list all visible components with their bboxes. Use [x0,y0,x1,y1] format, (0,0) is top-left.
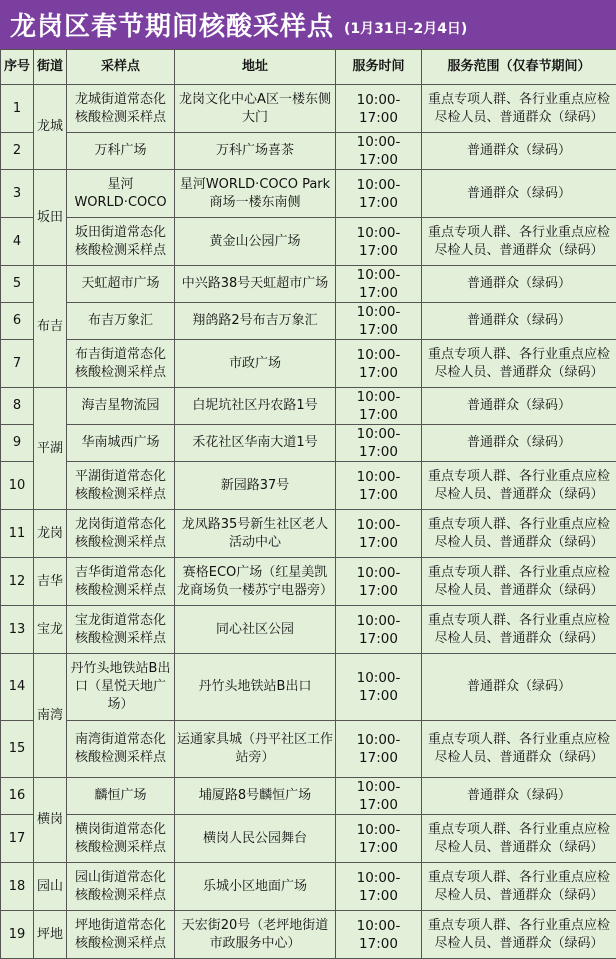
table-row [1,425,616,462]
address: 翔鸽路2号布吉万象汇 [175,303,336,340]
table-row [1,388,616,425]
page-title: 龙岗区春节期间核酸采样点 [10,6,334,43]
service-time: 10:00-17:00 [336,462,422,510]
service-scope: 普通群众（绿码） [422,778,616,815]
row-number: 6 [1,303,34,340]
row-number: 17 [1,815,34,863]
row-number: 9 [1,425,34,462]
service-scope: 重点专项人群、各行业重点应检尽检人员、普通群众（绿码） [422,558,616,606]
service-scope: 重点专项人群、各行业重点应检尽检人员、普通群众（绿码） [422,606,616,654]
service-time: 10:00-17:00 [336,815,422,863]
table-row [1,462,616,510]
service-scope: 重点专项人群、各行业重点应检尽检人员、普通群众（绿码） [422,863,616,911]
street-name: 平湖 [34,388,67,510]
address: 禾花社区华南大道1号 [175,425,336,462]
table-row [1,340,616,388]
table-row [1,606,616,654]
table-row [1,85,616,133]
sampling-site: 万科广场 [67,133,175,170]
service-scope: 重点专项人群、各行业重点应检尽检人员、普通群众（绿码） [422,462,616,510]
row-number: 2 [1,133,34,170]
service-scope: 普通群众（绿码） [422,388,616,425]
service-time: 10:00-17:00 [336,133,422,170]
title-bar [0,0,616,49]
table-row [1,510,616,558]
sampling-site: 布吉万象汇 [67,303,175,340]
address: 天宏街20号（老坪地街道市政服务中心） [175,911,336,959]
address: 乐城小区地面广场 [175,863,336,911]
sampling-site: 龙城街道常态化核酸检测采样点 [67,85,175,133]
service-scope: 重点专项人群、各行业重点应检尽检人员、普通群众（绿码） [422,815,616,863]
row-number: 8 [1,388,34,425]
address: 市政广场 [175,340,336,388]
header-no: 序号 [1,50,34,85]
table-body [1,85,616,959]
row-number: 14 [1,654,34,721]
service-time: 10:00-17:00 [336,303,422,340]
row-number: 3 [1,170,34,218]
sampling-site: 海吉星物流园 [67,388,175,425]
street-name: 坪地 [34,911,67,959]
address: 运通家具城（丹平社区工作站旁） [175,721,336,778]
row-number: 12 [1,558,34,606]
row-number: 16 [1,778,34,815]
header-street: 街道 [34,50,67,85]
service-scope: 普通群众（绿码） [422,133,616,170]
sampling-site: 布吉街道常态化核酸检测采样点 [67,340,175,388]
sampling-site: 南湾街道常态化核酸检测采样点 [67,721,175,778]
sampling-site: 园山街道常态化核酸检测采样点 [67,863,175,911]
street-name: 园山 [34,863,67,911]
sampling-site: 丹竹头地铁站B出口（星悦天地广场） [67,654,175,721]
address: 同心社区公园 [175,606,336,654]
service-scope: 重点专项人群、各行业重点应检尽检人员、普通群众（绿码） [422,721,616,778]
table-row [1,778,616,815]
sampling-site: 华南城西广场 [67,425,175,462]
row-number: 18 [1,863,34,911]
service-scope: 重点专项人群、各行业重点应检尽检人员、普通群众（绿码） [422,85,616,133]
address: 白坭坑社区丹农路1号 [175,388,336,425]
sampling-site: 星河WORLD·COCO [67,170,175,218]
service-time: 10:00-17:00 [336,85,422,133]
sampling-site: 麟恒广场 [67,778,175,815]
street-name: 宝龙 [34,606,67,654]
header-scope: 服务范围（仅春节期间） [422,50,616,85]
sampling-site: 天虹超市广场 [67,266,175,303]
service-time: 10:00-17:00 [336,654,422,721]
sampling-sites-table [0,49,616,959]
table-row [1,721,616,778]
row-number: 10 [1,462,34,510]
sampling-site: 龙岗街道常态化核酸检测采样点 [67,510,175,558]
sampling-site: 宝龙街道常态化核酸检测采样点 [67,606,175,654]
service-time: 10:00-17:00 [336,863,422,911]
service-time: 10:00-17:00 [336,606,422,654]
service-time: 10:00-17:00 [336,340,422,388]
service-scope: 普通群众（绿码） [422,303,616,340]
table-row [1,133,616,170]
service-time: 10:00-17:00 [336,558,422,606]
street-name: 横岗 [34,778,67,863]
service-scope: 重点专项人群、各行业重点应检尽检人员、普通群众（绿码） [422,340,616,388]
street-name: 龙岗 [34,510,67,558]
table-row [1,863,616,911]
row-number: 15 [1,721,34,778]
table-row [1,218,616,266]
row-number: 11 [1,510,34,558]
service-time: 10:00-17:00 [336,266,422,303]
address: 龙岗文化中心A区一楼东侧大门 [175,85,336,133]
address: 埔厦路8号麟恒广场 [175,778,336,815]
table-row [1,303,616,340]
address: 龙凤路35号新生社区老人活动中心 [175,510,336,558]
table-row [1,815,616,863]
service-scope: 普通群众（绿码） [422,170,616,218]
address: 万科广场喜茶 [175,133,336,170]
table-row [1,558,616,606]
date-range: (1月31日-2月4日) [344,18,467,38]
row-number: 1 [1,85,34,133]
address: 横岗人民公园舞台 [175,815,336,863]
service-time: 10:00-17:00 [336,721,422,778]
header-time: 服务时间 [336,50,422,85]
service-scope: 普通群众（绿码） [422,425,616,462]
table-header-row [1,50,616,85]
sampling-site: 坂田街道常态化核酸检测采样点 [67,218,175,266]
street-name: 坂田 [34,170,67,266]
service-scope: 重点专项人群、各行业重点应检尽检人员、普通群众（绿码） [422,911,616,959]
row-number: 5 [1,266,34,303]
street-name: 吉华 [34,558,67,606]
service-scope: 普通群众（绿码） [422,266,616,303]
sampling-site: 平湖街道常态化核酸检测采样点 [67,462,175,510]
row-number: 7 [1,340,34,388]
sampling-site: 横岗街道常态化核酸检测采样点 [67,815,175,863]
service-time: 10:00-17:00 [336,911,422,959]
row-number: 13 [1,606,34,654]
header-address: 地址 [175,50,336,85]
sampling-site: 坪地街道常态化核酸检测采样点 [67,911,175,959]
table-row [1,170,616,218]
service-time: 10:00-17:00 [336,218,422,266]
address: 中兴路38号天虹超市广场 [175,266,336,303]
row-number: 19 [1,911,34,959]
street-name: 布吉 [34,266,67,388]
table-row [1,266,616,303]
header-site: 采样点 [67,50,175,85]
service-time: 10:00-17:00 [336,388,422,425]
address: 丹竹头地铁站B出口 [175,654,336,721]
service-time: 10:00-17:00 [336,778,422,815]
address: 新园路37号 [175,462,336,510]
street-name: 龙城 [34,85,67,170]
table-row [1,911,616,959]
address: 星河WORLD·COCO Park商场一楼东南侧 [175,170,336,218]
service-scope: 普通群众（绿码） [422,654,616,721]
service-scope: 重点专项人群、各行业重点应检尽检人员、普通群众（绿码） [422,510,616,558]
service-time: 10:00-17:00 [336,170,422,218]
service-time: 10:00-17:00 [336,510,422,558]
street-name: 南湾 [34,654,67,778]
sampling-site: 吉华街道常态化核酸检测采样点 [67,558,175,606]
address: 黄金山公园广场 [175,218,336,266]
address: 赛格ECO广场（红星美凯龙商场负一楼苏宁电器旁） [175,558,336,606]
row-number: 4 [1,218,34,266]
service-time: 10:00-17:00 [336,425,422,462]
service-scope: 重点专项人群、各行业重点应检尽检人员、普通群众（绿码） [422,218,616,266]
table-row [1,654,616,721]
